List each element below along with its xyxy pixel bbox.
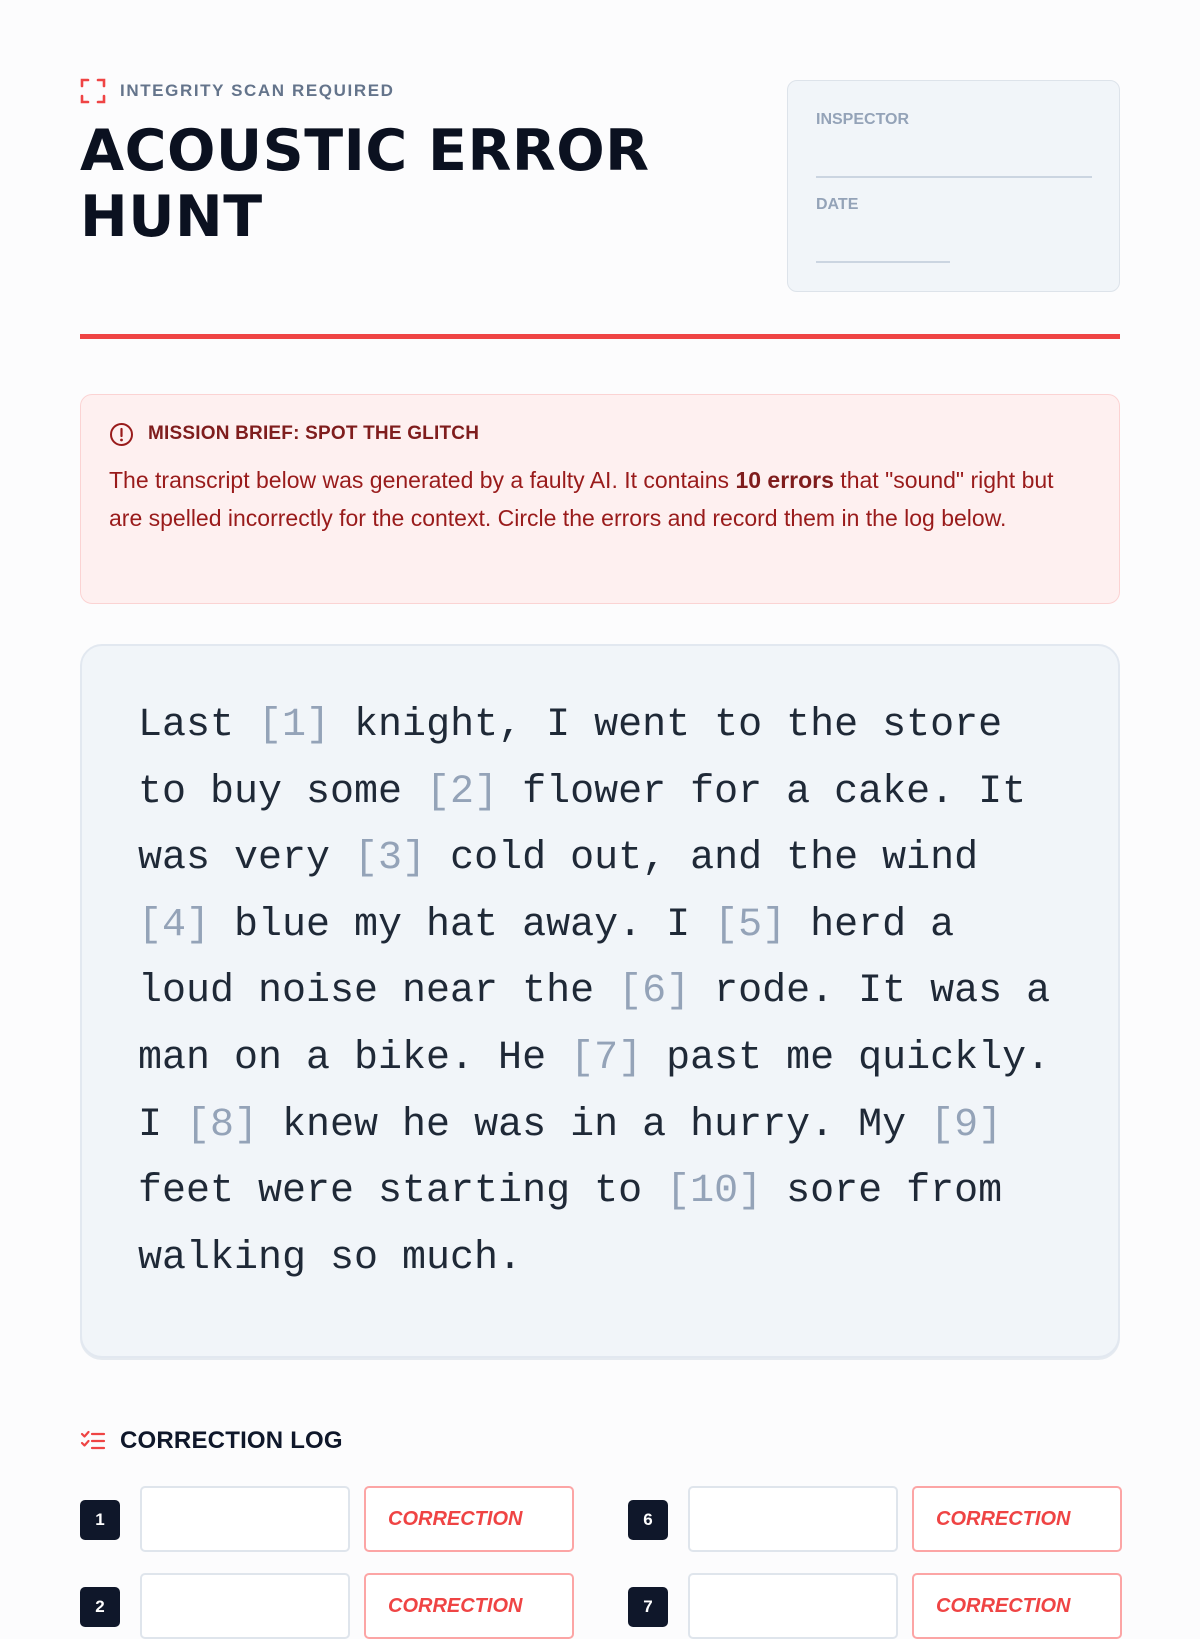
transcript-segment: blue my hat away. I: [210, 902, 715, 948]
transcript-segment: sore from walking so much.: [138, 1169, 1003, 1281]
log-header: [80, 1426, 343, 1456]
brief-text-end: that "sound" right but are spelled incorrectly for the context. Circle the errors and record them in the log below.: [109, 467, 1054, 531]
mission-brief: [80, 394, 1120, 604]
log-row-number: 1: [80, 1500, 120, 1540]
brief-text-start: The transcript below was generated by a faulty AI. It contains: [109, 467, 736, 493]
scan-tag-label: INTEGRITY SCAN REQUIRED: [120, 81, 395, 100]
scan-frame-icon: [80, 78, 106, 104]
error-marker: [6]: [618, 969, 691, 1015]
log-row-number: 7: [628, 1587, 668, 1627]
error-marker: [8]: [186, 1102, 259, 1148]
error-marker: [1]: [258, 703, 331, 748]
error-marker: [3]: [354, 836, 427, 882]
error-marker: [4]: [138, 902, 211, 948]
transcript-segment: past me quickly. I: [138, 1035, 1051, 1148]
correction-field[interactable]: [912, 1486, 1122, 1552]
transcript-segment: flower for a cake. It was very: [138, 769, 1027, 882]
transcript-segment: feet were starting to: [138, 1169, 667, 1215]
correction-placeholder: CORRECTION: [936, 1507, 1071, 1530]
brief-text: [109, 461, 1091, 537]
correction-placeholder: CORRECTION: [936, 1594, 1071, 1617]
alert-circle-icon: [109, 422, 134, 447]
log-row-number: 6: [628, 1500, 668, 1540]
header-divider: [80, 334, 1120, 339]
error-field[interactable]: [140, 1486, 350, 1552]
checklist-icon: [80, 1429, 106, 1453]
date-label: DATE: [816, 196, 859, 213]
transcript-segment: herd a loud noise near the: [138, 902, 955, 1015]
page-title: ACOUSTIC ERROR HUNT: [80, 118, 650, 250]
transcript-panel: [80, 644, 1120, 1358]
log-row: [628, 1486, 1122, 1552]
error-marker: [2]: [426, 769, 499, 815]
header: [80, 80, 1120, 292]
correction-placeholder: CORRECTION: [388, 1507, 523, 1530]
transcript-segment: knew he was in a hurry. My: [258, 1102, 931, 1148]
transcript-segment: Last: [138, 703, 259, 748]
log-row: [80, 1486, 574, 1552]
log-row-number: 2: [80, 1587, 120, 1627]
date-field[interactable]: [816, 261, 950, 263]
transcript-segment: cold out, and the wind: [426, 836, 979, 882]
correction-placeholder: CORRECTION: [388, 1594, 523, 1617]
transcript-segment: knight, I went to the store to buy some: [138, 703, 1003, 815]
error-marker: [9]: [930, 1102, 1003, 1148]
error-marker: [10]: [666, 1169, 763, 1215]
log-row: [628, 1573, 1122, 1639]
correction-field[interactable]: [364, 1573, 574, 1639]
correction-field[interactable]: [912, 1573, 1122, 1639]
brief-title: MISSION BRIEF: SPOT THE GLITCH: [148, 423, 480, 444]
log-title: CORRECTION LOG: [120, 1427, 343, 1454]
error-marker: [5]: [714, 902, 787, 948]
inspector-label: INSPECTOR: [816, 111, 910, 128]
inspector-field[interactable]: [816, 176, 1092, 178]
brief-header: [109, 421, 1091, 447]
error-field[interactable]: [140, 1573, 350, 1639]
error-field[interactable]: [688, 1573, 898, 1639]
transcript-segment: rode. It was a man on a bike. He: [138, 969, 1051, 1081]
error-marker: [7]: [570, 1035, 643, 1081]
transcript-text: [138, 693, 1062, 1292]
brief-error-count: 10 errors: [735, 467, 834, 493]
log-row: [80, 1573, 574, 1639]
inspector-box: [787, 80, 1120, 292]
scan-tag: [80, 80, 395, 102]
error-field[interactable]: [688, 1486, 898, 1552]
correction-field[interactable]: [364, 1486, 574, 1552]
